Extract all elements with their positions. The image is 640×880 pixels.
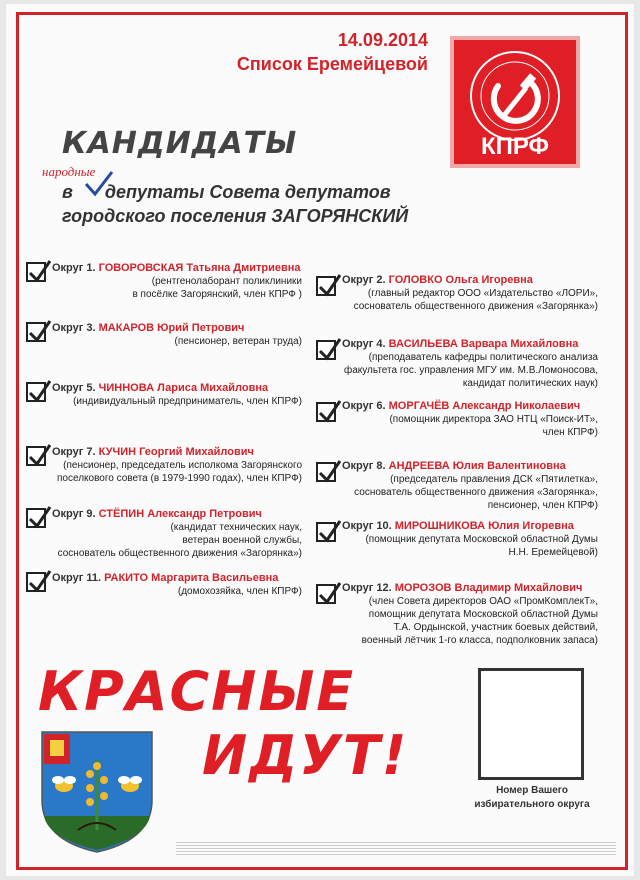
candidate-7 — [46, 446, 302, 485]
candidate-desc: член КПРФ) — [542, 427, 598, 438]
candidate-desc: (помощник директора ЗАО НТЦ «Поиск-ИТ», — [389, 414, 598, 425]
candidate-name: РАКИТО Маргарита Васильевна — [104, 572, 279, 584]
checkmark-icon — [316, 579, 342, 607]
candidate-desc: (рентгенолаборант поликлиники — [151, 276, 302, 287]
district-label-line-2: избирательного округа — [474, 799, 590, 810]
district-label-line-1: Номер Вашего — [496, 785, 568, 796]
slogan-line-2: ИДУТ! — [202, 724, 409, 787]
checkmark-icon — [316, 457, 342, 485]
candidate-desc: (домохозяйка, член КПРФ) — [177, 586, 302, 597]
candidate-10 — [342, 520, 598, 559]
district-box-label — [470, 784, 594, 812]
checkbox[interactable] — [26, 572, 46, 592]
candidate-name: МАКАРОВ Юрий Петрович — [98, 322, 245, 334]
candidate-desc: (председатель правления ДСК «Пятилетка», — [390, 474, 598, 485]
candidate-6 — [342, 400, 598, 439]
candidate-desc: Т.А. Ордынской, участник боевых действий, — [393, 622, 598, 633]
checkbox[interactable] — [26, 382, 46, 402]
candidate-desc: соснователь общественного движения «Загорянка») — [57, 548, 302, 559]
leaflet-page — [6, 4, 634, 876]
checkmark-icon — [316, 517, 342, 545]
okrug-label: Округ 1. — [52, 262, 96, 274]
candidate-desc: факультета гос. управления МГУ им. М.В.Ломоносова, — [344, 365, 598, 376]
subtitle-line-2: городского поселения ЗАГОРЯНСКИЙ — [62, 206, 409, 226]
checkmark-icon — [316, 271, 342, 299]
okrug-label: Округ 9. — [52, 508, 96, 520]
checkmark-icon — [26, 377, 52, 405]
candidate-desc: (кандидат технических наук, — [170, 522, 302, 533]
hammer-sickle-icon — [454, 40, 576, 164]
candidate-desc: (пенсионер, председатель исполкома Загорянского — [63, 460, 302, 471]
candidate-12 — [342, 582, 598, 647]
checkbox[interactable] — [316, 522, 336, 542]
candidate-5 — [52, 382, 302, 408]
election-date: 14.09.2014 — [337, 30, 428, 50]
page-title: КАНДИДАТЫ — [62, 126, 298, 161]
checkbox[interactable] — [316, 584, 336, 604]
checkbox[interactable] — [26, 262, 46, 282]
checkbox[interactable] — [26, 508, 46, 528]
checkmark-icon — [26, 503, 52, 531]
candidate-desc: Н.Н. Еремейцевой) — [508, 547, 598, 558]
checkmark-icon — [316, 397, 342, 425]
checkmark-icon — [316, 335, 342, 363]
candidate-desc: соснователь общественного движения «Загорянка», — [354, 487, 598, 498]
candidate-desc: ветеран военной службы, — [182, 535, 302, 546]
candidate-name: КУЧИН Георгий Михайлович — [98, 446, 254, 458]
candidate-desc: военный лётчик 1-го класса, подполковник запаса) — [361, 635, 598, 646]
okrug-label: Округ 11. — [52, 572, 102, 584]
checkmark-icon — [26, 567, 52, 595]
candidate-desc: (индивидуальный предприниматель, член КПРФ) — [73, 396, 302, 407]
subtitle-prefix: в — [62, 182, 73, 202]
candidate-11 — [52, 572, 302, 598]
candidate-desc: (пенсионер, ветеран труда) — [174, 336, 302, 347]
checkbox[interactable] — [26, 322, 46, 342]
candidate-4 — [342, 338, 598, 390]
checkbox[interactable] — [316, 340, 336, 360]
candidate-desc: (преподаватель кафедры политического анализа — [368, 352, 598, 363]
kprf-logo — [450, 36, 580, 168]
checkbox[interactable] — [316, 276, 336, 296]
okrug-label: Округ 3. — [52, 322, 96, 334]
candidate-desc: в посёлке Загорянский, член КПРФ ) — [132, 289, 302, 300]
district-number-box[interactable] — [478, 668, 584, 780]
candidate-name: ВАСИЛЬЕВА Варвара Михайловна — [388, 338, 579, 350]
checkmark-icon — [26, 257, 52, 285]
candidate-desc: пенсионер, член КПРФ) — [487, 500, 598, 511]
candidate-name: МОРГАЧЁВ Александр Николаевич — [388, 400, 581, 412]
imprint-fine-print — [176, 840, 616, 864]
coat-of-arms-icon — [38, 730, 156, 854]
checkbox[interactable] — [316, 462, 336, 482]
candidate-9 — [52, 508, 302, 560]
handwritten-word: народные — [42, 164, 96, 179]
subtitle-rest: депутаты Совета депутатов — [104, 182, 391, 202]
okrug-label: Округ 10. — [342, 520, 392, 532]
candidate-name: ГОЛОВКО Ольга Игоревна — [388, 274, 533, 286]
list-name: Список Еремейцевой — [236, 54, 428, 74]
okrug-label: Округ 7. — [52, 446, 96, 458]
candidate-desc: соснователь общественного движения «Загорянка») — [353, 301, 598, 312]
checkbox[interactable] — [316, 402, 336, 422]
checkmark-icon — [26, 317, 52, 345]
okrug-label: Округ 12. — [342, 582, 392, 594]
candidate-name: ЧИННОВА Лариса Михайловна — [98, 382, 269, 394]
candidate-desc: кандидат политических наук) — [462, 378, 598, 389]
candidate-name: МОРОЗОВ Владимир Михайлович — [394, 582, 583, 594]
subtitle-line-1 — [62, 182, 391, 203]
okrug-label: Округ 2. — [342, 274, 386, 286]
candidate-desc: (член Совета директоров ОАО «ПромКомплекТ», — [368, 596, 598, 607]
logo-text: КПРФ — [480, 133, 550, 160]
okrug-label: Округ 5. — [52, 382, 96, 394]
checkbox[interactable] — [26, 446, 46, 466]
candidate-8 — [342, 460, 598, 512]
candidate-desc: (главный редактор ООО «Издательство «ЛОРИ», — [367, 288, 598, 299]
candidate-3 — [52, 322, 302, 348]
candidate-2 — [342, 274, 598, 313]
candidate-name: АНДРЕЕВА Юлия Валентиновна — [388, 460, 566, 472]
okrug-label: Округ 6. — [342, 400, 386, 412]
candidate-desc: помощник депутата Московской областной Думы — [368, 609, 598, 620]
candidate-1 — [52, 262, 302, 301]
slogan-line-1: КРАСНЫЕ — [38, 660, 356, 723]
candidate-desc: (помощник депутата Московской областной Думы — [365, 534, 598, 545]
okrug-label: Округ 8. — [342, 460, 386, 472]
candidate-name: МИРОШНИКОВА Юлия Игоревна — [394, 520, 574, 532]
okrug-label: Округ 4. — [342, 338, 386, 350]
candidate-name: ГОВОРОВСКАЯ Татьяна Дмитриевна — [98, 262, 301, 274]
candidate-name: СТЁПИН Александр Петрович — [98, 508, 262, 520]
candidate-desc: поселкового совета (в 1979-1990 годах), член КПРФ) — [56, 473, 302, 484]
